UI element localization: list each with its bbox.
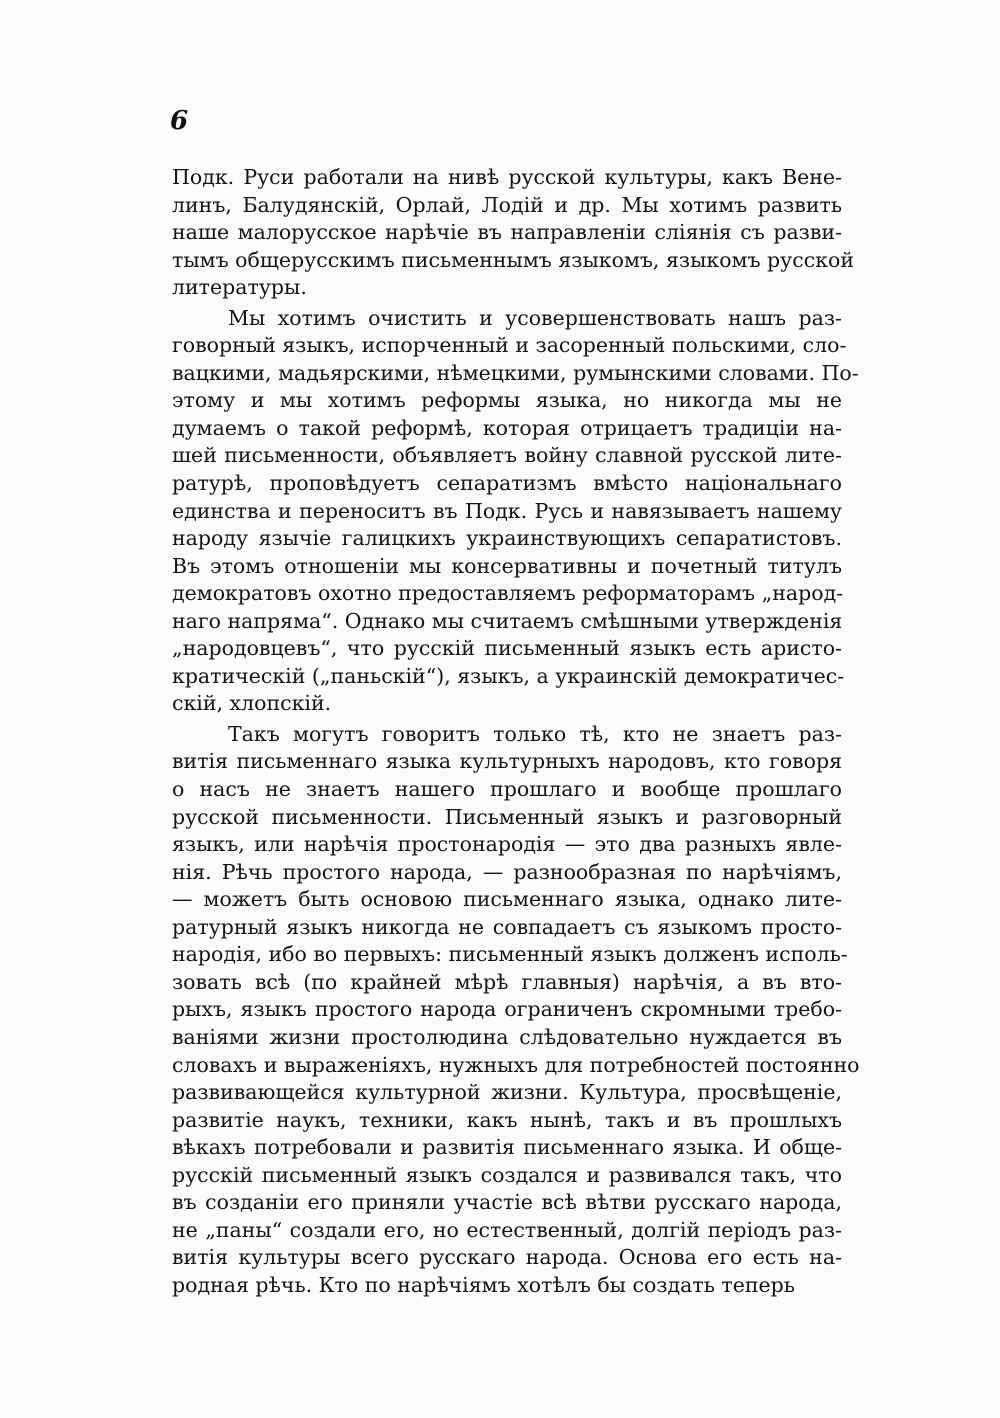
text-line: вацкими, мадьярскими, нѣмецкими, румынскими словами. По- xyxy=(172,360,859,385)
text-line: этому и мы хотимъ реформы языка, но никогда мы не xyxy=(172,388,842,413)
text-line: „народовцевъ“, что русскій письменный языкъ есть аристо- xyxy=(172,636,842,661)
text-line: единства и переноситъ въ Подк. Русь и навязываетъ нашему xyxy=(172,498,842,523)
text-line: не „паны“ создали его, но естественный, долгій періодъ раз- xyxy=(172,1217,842,1242)
text-line: языкъ, или нарѣчія простонародія — это два разныхъ явле- xyxy=(172,832,842,857)
text-line: говорный языкъ, испорченный и засоренный польскими, сло- xyxy=(172,333,847,358)
text-line: нія. Рѣчь простого народа, — разнообразная по нарѣчіямъ, xyxy=(172,859,842,884)
text-line: въ созданіи его приняли участіе всѣ вѣтви русскаго народа, xyxy=(172,1190,842,1215)
text-line: рыхъ, языкъ простого народа ограниченъ скромными требо- xyxy=(172,997,842,1022)
text-line: народу язычіе галицкихъ украинствующихъ сепаратистовъ. xyxy=(172,526,842,551)
text-line: Мы хотимъ очистить и усовершенствовать нашъ раз- xyxy=(228,305,842,330)
text-line: развитіе наукъ, техники, какъ нынѣ, такъ и въ прошлыхъ xyxy=(172,1107,842,1132)
text-line: русскій письменный языкъ создался и развивался такъ, что xyxy=(172,1162,842,1187)
text-line: родная рѣчь. Кто по нарѣчіямъ хотѣлъ бы создать теперь xyxy=(172,1272,795,1297)
text-line: шей письменности, объявляетъ войну славной русской лите- xyxy=(172,443,842,468)
text-line: Такъ могутъ говоритъ только тѣ, кто не знаетъ раз- xyxy=(228,721,842,746)
text-line: вѣкахъ потребовали и развитія письменнаго языка. И обще- xyxy=(172,1135,842,1160)
page-number: 6 xyxy=(170,106,189,136)
text-line: витія письменнаго языка культурныхъ народовъ, кто говоря xyxy=(172,749,842,774)
text-line: витія культуры всего русскаго народа. Основа его есть на- xyxy=(172,1245,842,1270)
text-line: о насъ не знаетъ нашего прошлаго и вообще прошлаго xyxy=(172,777,842,802)
text-line: развивающейся культурной жизни. Культура, просвѣщеніе, xyxy=(172,1080,842,1105)
text-line: тымъ общерусскимъ письменнымъ языкомъ, языкомъ русской xyxy=(172,247,855,272)
text-line: Въ этомъ отношеніи мы консервативны и почетный титулъ xyxy=(172,553,842,578)
text-line: народія, ибо во первыхъ: письменный языкъ долженъ исполь- xyxy=(172,942,848,967)
text-line: — можетъ быть основою письменнаго языка, однако лите- xyxy=(172,887,842,912)
text-line: зовать всѣ (по крайней мѣрѣ главныя) нарѣчія, а въ вто- xyxy=(172,969,842,994)
paragraph-2 xyxy=(172,305,859,718)
text-line: ваніями жизни простолюдина слѣдовательно нуждается въ xyxy=(172,1024,842,1049)
text-line: ратурный языкъ никогда не совпадаетъ съ языкомъ просто- xyxy=(172,914,842,939)
text-line: наше малорусское нарѣчіе въ направленіи слiянія съ разви- xyxy=(172,220,842,245)
text-line: литературы. xyxy=(172,275,307,300)
text-line: словахъ и выраженіяхъ, нужныхъ для потребностей постоянно xyxy=(172,1052,860,1077)
paragraph-3 xyxy=(172,721,860,1299)
text-line: кратическій („паньскій“), языкъ, а украинскій демократичес- xyxy=(172,663,845,688)
body-text xyxy=(172,164,860,1299)
text-line: линъ, Балудянскій, Орлай, Лодій и др. Мы хотимъ развить xyxy=(172,192,842,217)
text-line: наго напряма“. Однако мы считаемъ смѣшными утвержденія xyxy=(172,608,843,633)
text-line: русской письменности. Письменный языкъ и разговорный xyxy=(172,804,842,829)
text-line: ратурѣ, проповѣдуетъ сепаратизмъ вмѣсто національнаго xyxy=(172,471,842,496)
text-line: думаемъ о такой реформѣ, которая отрицаетъ традиціи на- xyxy=(172,415,842,440)
text-line: скій, хлопскій. xyxy=(172,691,332,716)
paragraph-1 xyxy=(172,164,855,302)
text-line: демократовъ охотно предоставляемъ реформаторамъ „народ- xyxy=(172,581,844,606)
text-line: Подк. Руси работали на нивѣ русской культуры, какъ Вене- xyxy=(172,165,842,189)
